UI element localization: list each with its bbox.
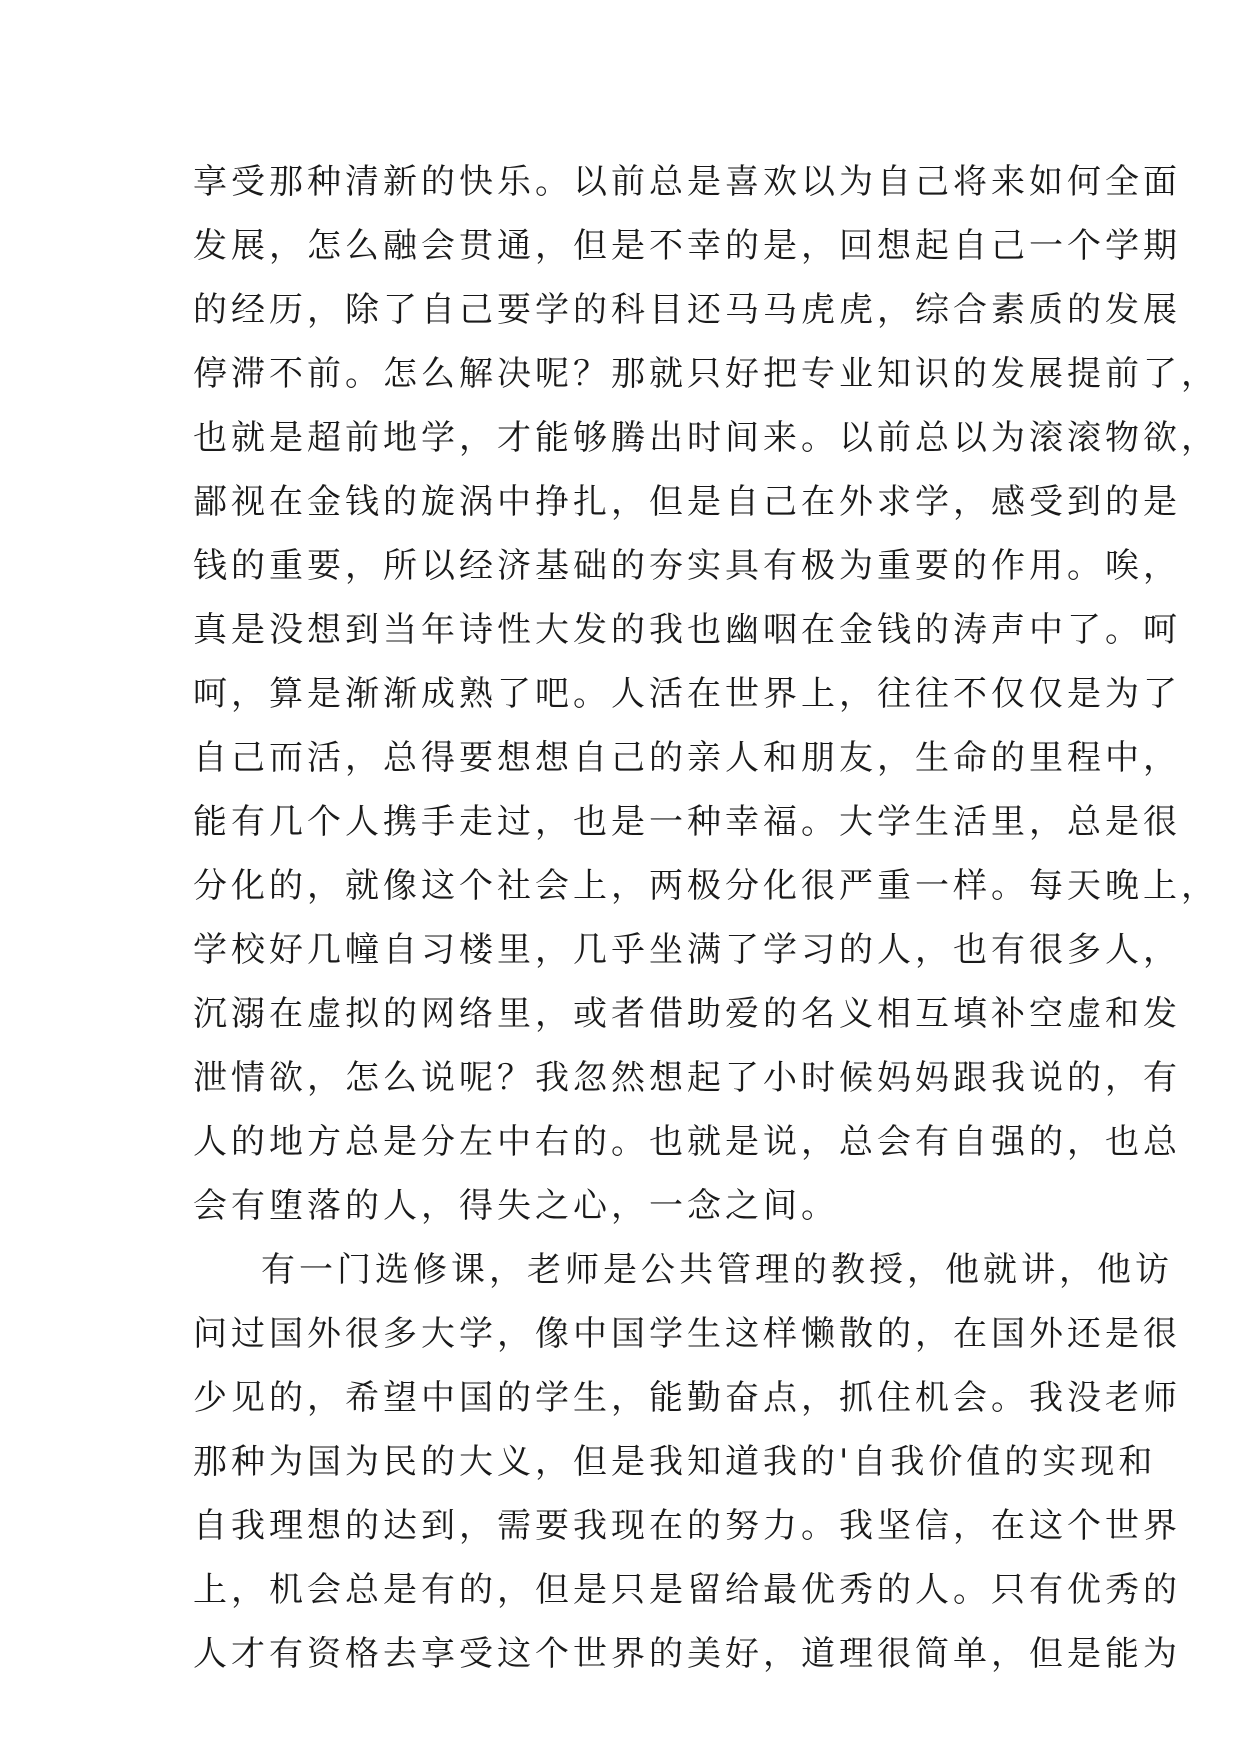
text-line: 分化的，就像这个社会上，两极分化很严重一样。每天晚上， [193,866,1219,906]
text-line: 鄙视在金钱的旋涡中挣扎，但是自己在外求学，感受到的是 [193,482,1181,522]
text-line: 人的地方总是分左中右的。也就是说，总会有自强的，也总 [193,1122,1181,1162]
paragraph-start-line: 有一门选修课，老师是公共管理的教授，他就讲，他访 [261,1250,1173,1290]
text-line: 停滞不前。怎么解决呢？那就只好把专业知识的发展提前了， [193,354,1219,394]
text-line: 自我理想的达到，需要我现在的努力。我坚信，在这个世界 [193,1506,1181,1546]
text-line: 人才有资格去享受这个世界的美好，道理很简单，但是能为 [193,1634,1181,1674]
text-line: 享受那种清新的快乐。以前总是喜欢以为自己将来如何全面 [193,162,1181,202]
text-line: 那种为国为民的大义，但是我知道我的'自我价值的实现和 [193,1442,1157,1482]
text-line: 呵，算是渐渐成熟了吧。人活在世界上，往往不仅仅是为了 [193,674,1181,714]
text-line: 发展，怎么融会贯通，但是不幸的是，回想起自己一个学期 [193,226,1181,266]
text-line: 的经历，除了自己要学的科目还马马虎虎，综合素质的发展 [193,290,1181,330]
text-line: 钱的重要，所以经济基础的夯实具有极为重要的作用。唉， [193,546,1181,586]
body-text [193,150,1219,1686]
text-line: 学校好几幢自习楼里，几乎坐满了学习的人，也有很多人， [193,930,1181,970]
text-line: 上，机会总是有的，但是只是留给最优秀的人。只有优秀的 [193,1570,1181,1610]
text-line: 少见的，希望中国的学生，能勤奋点，抓住机会。我没老师 [193,1378,1181,1418]
text-line: 会有堕落的人，得失之心，一念之间。 [193,1186,839,1226]
text-line: 沉溺在虚拟的网络里，或者借助爱的名义相互填补空虚和发 [193,994,1181,1034]
text-line: 自己而活，总得要想想自己的亲人和朋友，生命的里程中， [193,738,1181,778]
text-line: 泄情欲，怎么说呢？我忽然想起了小时候妈妈跟我说的，有 [193,1058,1181,1098]
text-line: 也就是超前地学，才能够腾出时间来。以前总以为滚滚物欲， [193,418,1219,458]
text-line: 能有几个人携手走过，也是一种幸福。大学生活里，总是很 [193,802,1181,842]
text-line: 问过国外很多大学，像中国学生这样懒散的，在国外还是很 [193,1314,1181,1354]
text-line: 真是没想到当年诗性大发的我也幽咽在金钱的涛声中了。呵 [193,610,1181,650]
